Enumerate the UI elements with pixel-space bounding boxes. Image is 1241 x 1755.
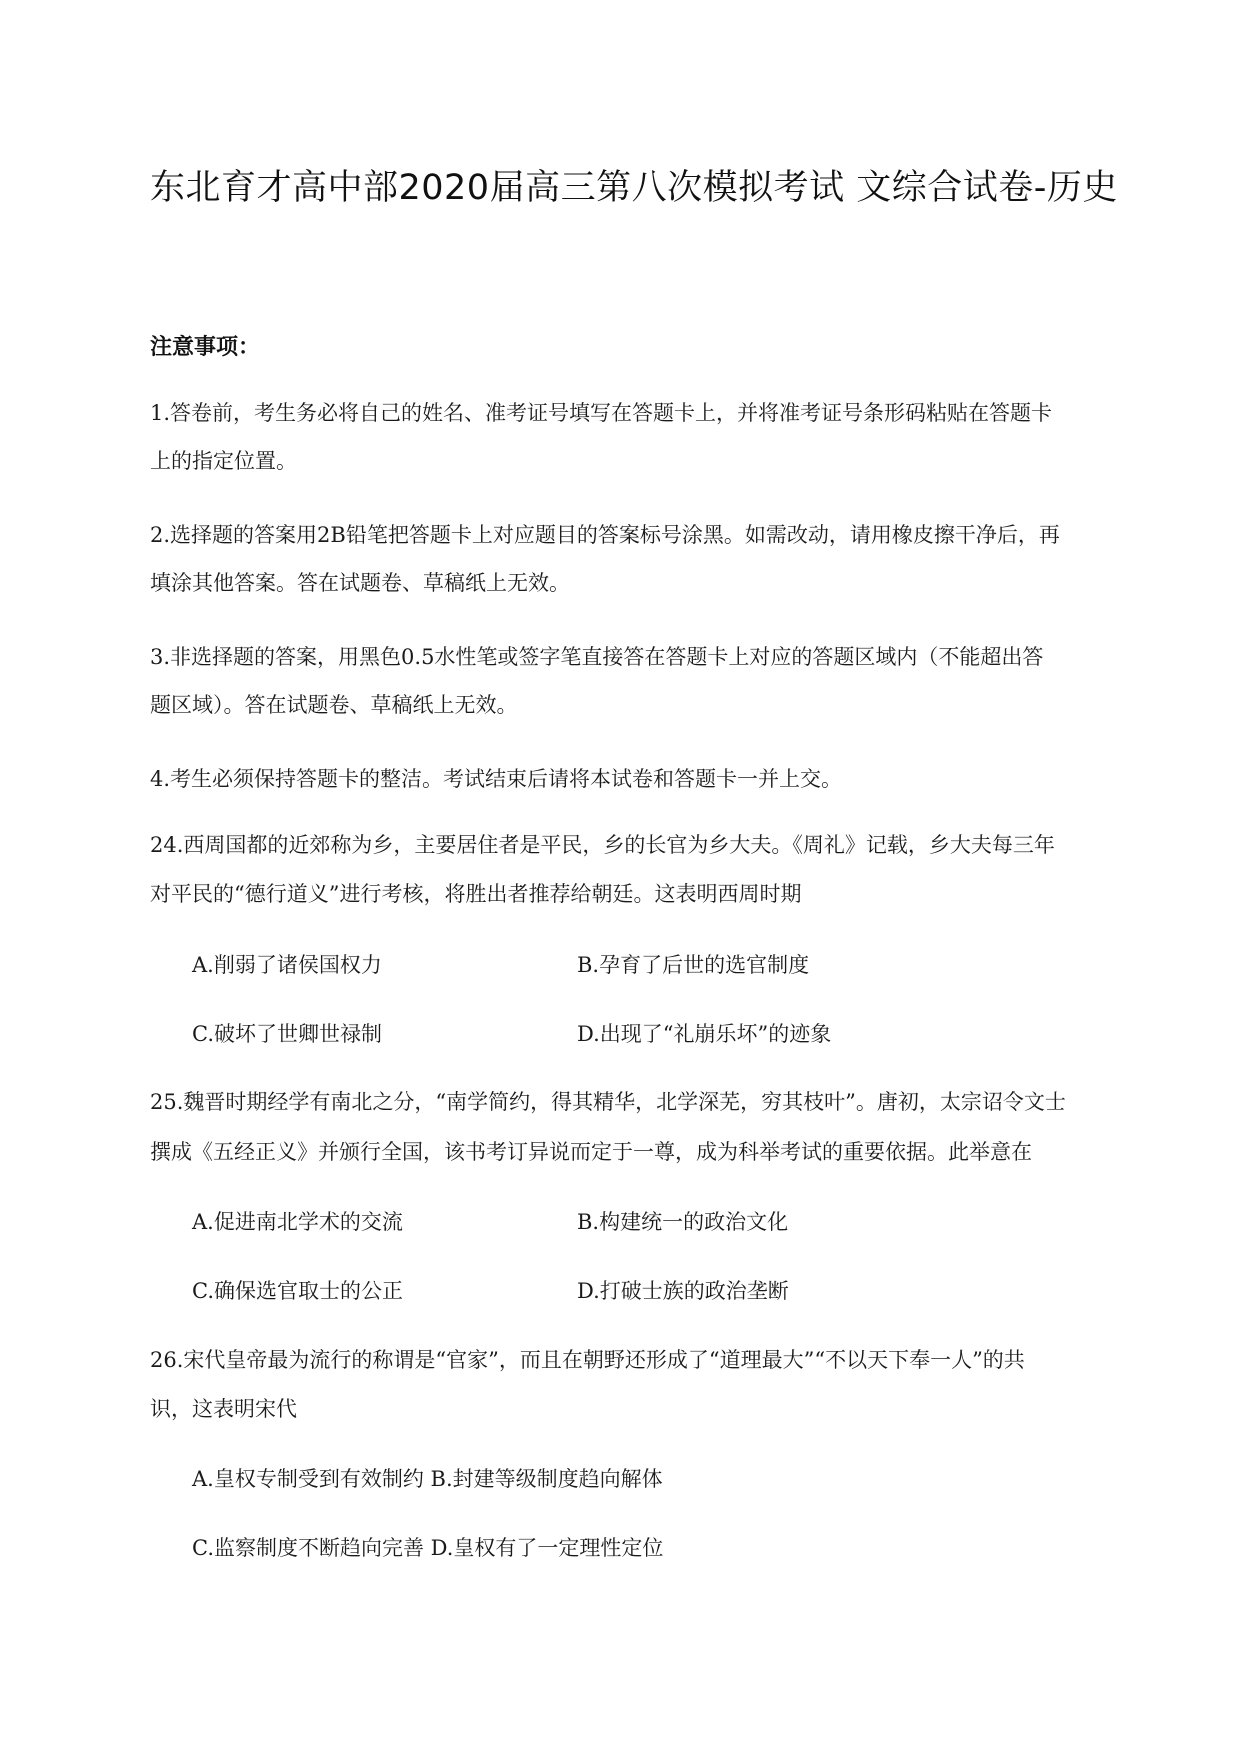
question-26-line-1: 26.宋代皇帝最为流行的称谓是“官家”，而且在朝野还形成了“道理最大”“不以天下奉一人”的共 [150, 1348, 1025, 1372]
question-24-option-d: D.出现了“礼崩乐坏”的迹象 [577, 1022, 832, 1046]
question-25-option-a: A.促进南北学术的交流 [192, 1210, 403, 1234]
question-26-options-ab: A.皇权专制受到有效制约 B.封建等级制度趋向解体 [192, 1467, 663, 1491]
notice-item-2-line-2: 填涂其他答案。答在试题卷、草稿纸上无效。 [150, 571, 570, 595]
page-title: 东北育才高中部2020届高三第八次模拟考试 文综合试卷-历史 [150, 168, 1118, 208]
question-25-line-1: 25.魏晋时期经学有南北之分，“南学简约，得其精华，北学深芜，穷其枝叶”。唐初，太宗诏令文士 [150, 1090, 1066, 1114]
question-25-option-c: C.确保选官取士的公正 [192, 1279, 403, 1303]
question-25-line-2: 撰成《五经正义》并颁行全国，该书考订异说而定于一尊，成为科举考试的重要依据。此举意在 [150, 1140, 1032, 1164]
question-24-option-c: C.破坏了世卿世禄制 [192, 1022, 382, 1046]
question-24-line-2: 对平民的“德行道义”进行考核，将胜出者推荐给朝廷。这表明西周时期 [150, 882, 802, 906]
question-24-option-a: A.削弱了诸侯国权力 [192, 953, 382, 977]
notice-heading: 注意事项： [150, 335, 261, 360]
question-24-line-1: 24.西周国都的近郊称为乡，主要居住者是平民，乡的长官为乡大夫。《周礼》记载，乡大夫每三年 [150, 833, 1055, 857]
notice-item-1-line-2: 上的指定位置。 [150, 449, 297, 473]
question-25-option-d: D.打破士族的政治垄断 [577, 1279, 789, 1303]
notice-item-4-line-1: 4.考生必须保持答题卡的整洁。考试结束后请将本试卷和答题卡一并上交。 [150, 767, 843, 791]
question-24-option-b: B.孕育了后世的选官制度 [577, 953, 810, 977]
question-26-line-2: 识，这表明宋代 [150, 1397, 297, 1421]
notice-item-3-line-1: 3.非选择题的答案，用黑色0.5水性笔或签字笔直接答在答题卡上对应的答题区域内（不能超出答 [150, 645, 1044, 669]
question-25-option-b: B.构建统一的政治文化 [577, 1210, 789, 1234]
question-26-options-cd: C.监察制度不断趋向完善 D.皇权有了一定理性定位 [192, 1536, 664, 1560]
notice-item-1-line-1: 1.答卷前，考生务必将自己的姓名、准考证号填写在答题卡上，并将准考证号条形码粘贴在答题卡 [150, 401, 1053, 425]
notice-item-2-line-1: 2.选择题的答案用2B铅笔把答题卡上对应题目的答案标号涂黑。如需改动，请用橡皮擦干净后，再 [150, 523, 1060, 547]
notice-item-3-line-2: 题区域）。答在试题卷、草稿纸上无效。 [150, 693, 518, 717]
